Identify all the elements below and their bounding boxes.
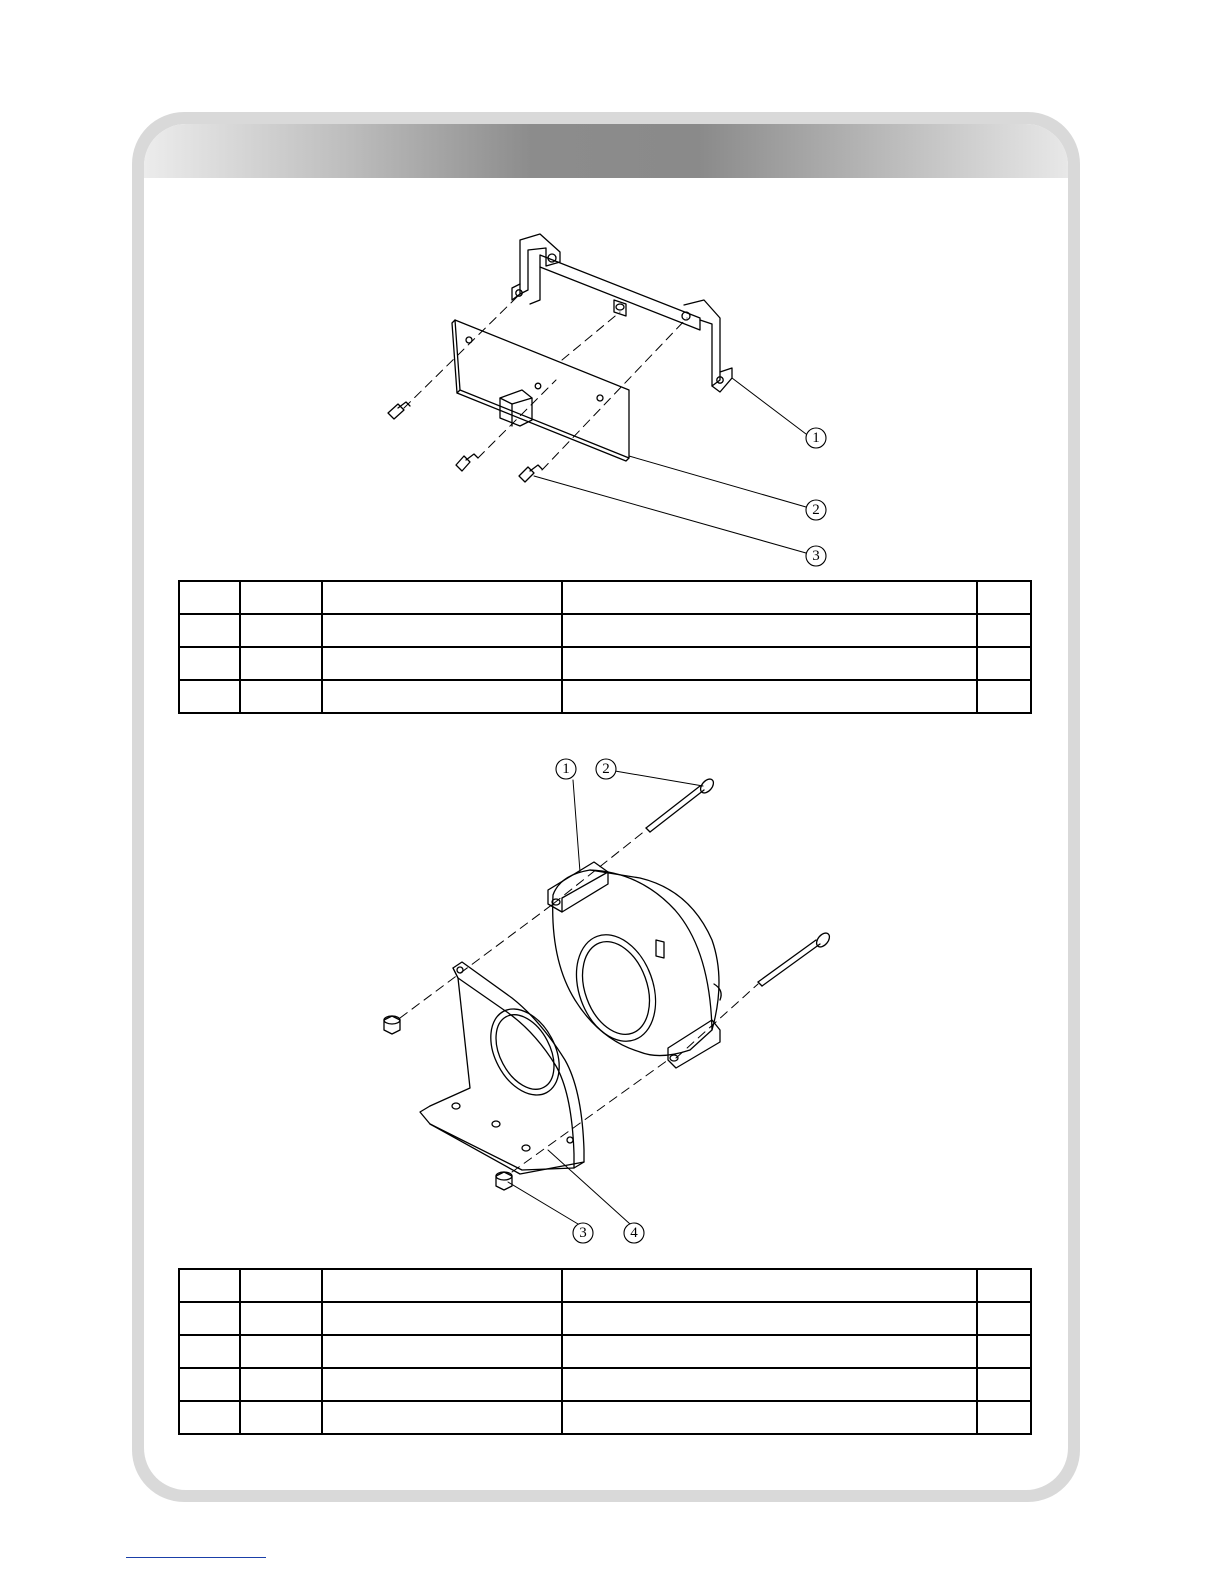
- table-cell: [977, 1335, 1031, 1368]
- table-row: [179, 1335, 1031, 1368]
- table-row: [179, 614, 1031, 647]
- figure2-callout-1: [556, 759, 576, 779]
- table-cell: [179, 1335, 240, 1368]
- table-cell: [977, 1401, 1031, 1434]
- table-cell: [562, 1302, 977, 1335]
- table-row: [179, 1401, 1031, 1434]
- table-cell: [977, 1368, 1031, 1401]
- table-cell: [977, 680, 1031, 713]
- table-cell: [322, 1302, 562, 1335]
- table-cell: [179, 647, 240, 680]
- table-cell: [977, 1269, 1031, 1302]
- svg-text:3: 3: [579, 1225, 587, 1241]
- table-cell: [322, 614, 562, 647]
- footer-link-underline[interactable]: [126, 1557, 266, 1558]
- table-cell: [322, 680, 562, 713]
- table-cell: [179, 1269, 240, 1302]
- table-cell: [240, 614, 322, 647]
- table-cell: [562, 1335, 977, 1368]
- table-cell: [562, 680, 977, 713]
- table-cell: [562, 647, 977, 680]
- table-cell: [240, 581, 322, 614]
- table-cell: [179, 1401, 240, 1434]
- figure2-callout-4: [624, 1223, 644, 1243]
- table-cell: [322, 581, 562, 614]
- table-cell: [322, 1335, 562, 1368]
- svg-text:3: 3: [812, 548, 820, 564]
- table-cell: [322, 647, 562, 680]
- table-row: [179, 1269, 1031, 1302]
- table-row: [179, 581, 1031, 614]
- table-cell: [240, 647, 322, 680]
- table-cell: [240, 1368, 322, 1401]
- table-row: [179, 680, 1031, 713]
- table-cell: [562, 1269, 977, 1302]
- figure1-callout-2: [806, 500, 826, 520]
- table-cell: [562, 614, 977, 647]
- svg-text:2: 2: [812, 502, 820, 518]
- table-cell: [562, 581, 977, 614]
- table-cell: [322, 1368, 562, 1401]
- svg-text:1: 1: [812, 430, 820, 446]
- svg-text:4: 4: [630, 1225, 638, 1241]
- table-cell: [179, 581, 240, 614]
- figure1-parts-table: [178, 580, 1032, 714]
- table-cell: [977, 1302, 1031, 1335]
- figure2-callout-3: [573, 1223, 593, 1243]
- table-row: [179, 1368, 1031, 1401]
- svg-text:1: 1: [562, 761, 570, 777]
- figure1-callout-3: [806, 546, 826, 566]
- table-row: [179, 1302, 1031, 1335]
- table-cell: [977, 614, 1031, 647]
- table-cell: [179, 1368, 240, 1401]
- table-cell: [240, 1401, 322, 1434]
- figure2-callout-2: [596, 759, 616, 779]
- figure1-callout-1: [806, 428, 826, 448]
- table-cell: [240, 1335, 322, 1368]
- figure2-parts-table: [178, 1268, 1032, 1435]
- table-cell: [240, 1302, 322, 1335]
- table-cell: [562, 1368, 977, 1401]
- table-cell: [322, 1401, 562, 1434]
- table-cell: [240, 680, 322, 713]
- table-cell: [179, 1302, 240, 1335]
- table-cell: [240, 1269, 322, 1302]
- table-cell: [562, 1401, 977, 1434]
- table-cell: [977, 647, 1031, 680]
- table-cell: [179, 680, 240, 713]
- table-row: [179, 647, 1031, 680]
- table-cell: [179, 614, 240, 647]
- table-cell: [977, 581, 1031, 614]
- table-cell: [322, 1269, 562, 1302]
- svg-text:2: 2: [602, 761, 610, 777]
